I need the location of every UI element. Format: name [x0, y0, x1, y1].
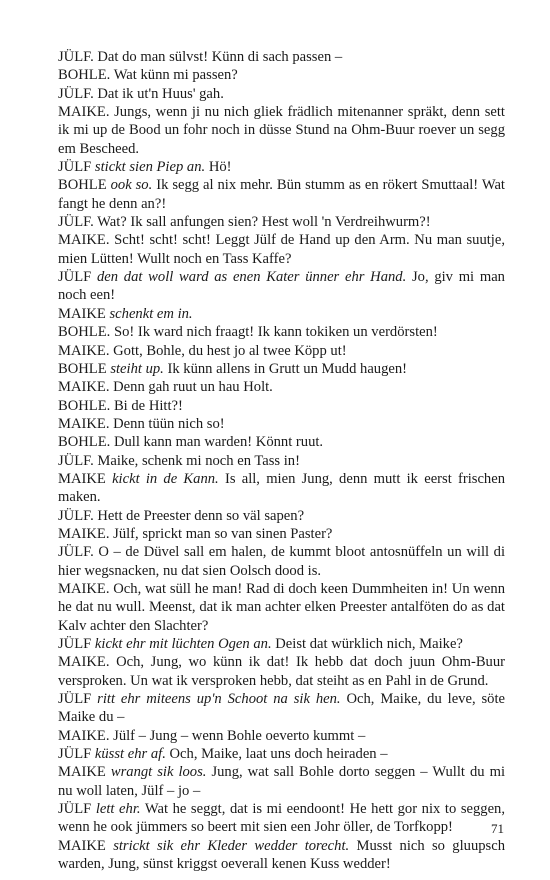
line-text: Och, wat süll he man! Rad di doch keen Dummheiten in! Un wenn he dat nu wull. Meenst, dat ik man achter elken Preester antalföten do as dat Kalv achter den Slachter? — [58, 580, 505, 634]
speaker: BOHLE. — [58, 67, 111, 84]
speaker: JÜLF. — [58, 452, 94, 469]
dialogue-line — [58, 525, 505, 543]
dialogue-line — [58, 433, 505, 451]
dialogue-line — [58, 543, 505, 580]
speaker: MAIKE. — [58, 232, 110, 249]
speaker: MAIKE. — [58, 580, 110, 597]
line-text: Denn gah ruut un hau Holt. — [113, 379, 273, 396]
dialogue-line — [58, 470, 505, 507]
line-text: Deist dat würklich nich, Maike? — [275, 636, 463, 652]
speaker: BOHLE — [58, 177, 107, 194]
dialogue-line — [58, 690, 505, 727]
line-text: Jülf – Jung – wenn Bohle oeverto kummt – — [113, 727, 366, 744]
speaker: MAIKE. — [58, 654, 110, 671]
speaker: JÜLF. — [58, 214, 94, 231]
line-text: Wat he seggt, dat is mi eendoont! He hett gor nix to seggen, wenn he ook jümmers so beert mit sien een Johr öller, de Torfkopp! — [58, 801, 505, 836]
speaker: JÜLF — [58, 746, 92, 763]
line-text: Denn tüün nich so! — [113, 415, 225, 432]
speaker: JÜLF — [58, 269, 92, 286]
page-number: 71 — [491, 821, 504, 836]
speaker: MAIKE — [58, 470, 106, 487]
stage-direction: küsst ehr af. — [94, 746, 166, 763]
speaker: MAIKE — [58, 764, 106, 781]
line-text: Och, Jung, wo künn ik dat! Ik hebb dat doch juun Ohm-Buur versproken. Un wat ik versproken hebb, dat steiht as en Pahl in de Grund. — [58, 654, 506, 689]
speaker: BOHLE. — [58, 397, 111, 414]
dialogue-line — [58, 800, 505, 837]
stage-direction: den dat woll ward as enen Kater ünner ehr Hand. — [96, 269, 407, 286]
speaker: JÜLF. — [58, 507, 94, 524]
speaker: JÜLF. — [58, 49, 94, 65]
dialogue-line — [58, 360, 505, 378]
line-text: Dat ik ut'n Huus' gah. — [97, 85, 224, 102]
stage-direction: strickt sik ehr Kleder wedder torecht. — [113, 837, 350, 854]
stage-direction: kickt ehr mit lüchten Ogen an. — [94, 636, 272, 652]
dialogue-line — [58, 452, 505, 470]
line-text: Dat do man sülvst! Künn di sach passen – — [97, 49, 343, 65]
line-text: Bi de Hitt?! — [113, 397, 183, 414]
speaker: MAIKE. — [58, 727, 110, 744]
speaker: MAIKE. — [58, 525, 110, 542]
dialogue-line — [58, 323, 505, 341]
line-text: Och, Maike, laat uns doch heiraden – — [169, 746, 388, 763]
speaker: BOHLE. — [58, 434, 111, 451]
line-text: Musst nich so gluupsch warden, Jung, sünst kriggst oeverall kenen Kuss wedder! — [58, 837, 505, 873]
speaker: MAIKE. — [58, 104, 110, 121]
speaker: JÜLF — [58, 159, 92, 176]
dialogue-line — [58, 507, 505, 525]
dialogue-line — [58, 213, 505, 231]
line-text: Is all, mien Jung, denn mutt ik eerst frischen maken. — [58, 470, 505, 506]
dialogue-line — [58, 103, 505, 158]
line-text: Wat künn mi passen? — [113, 67, 238, 84]
line-text: Hö! — [208, 159, 232, 176]
line-text: Jo, giv mi man noch een! — [58, 269, 505, 304]
dialogue-line — [58, 837, 505, 874]
speaker: JÜLF — [58, 636, 92, 652]
dialogue-line — [58, 176, 505, 213]
line-text: Jungs, wenn ji nu nich gliek frädlich mitenanner spräkt, denn sett ik mi up de Bood un fohr noch in düsse Stund na Ohm-Buur roever un segg em Bescheed. — [58, 104, 505, 157]
dialogue-line — [58, 158, 505, 176]
dialogue-line — [58, 268, 505, 305]
speaker: MAIKE. — [58, 342, 110, 359]
play-text — [58, 48, 505, 873]
stage-direction: stickt sien Piep an. — [94, 159, 206, 176]
dialogue-line — [58, 727, 505, 745]
line-text: Scht! scht! scht! Leggt Jülf de Hand up den Arm. Nu man suutje, mien Lütten! Wullt noch en Tass Kaffe? — [58, 232, 505, 267]
speaker: BOHLE. — [58, 324, 111, 341]
speaker: BOHLE — [58, 360, 107, 377]
stage-direction: kickt in de Kann. — [112, 470, 219, 487]
stage-direction: ook so. — [110, 177, 153, 194]
line-text: Dull kann man warden! Könnt ruut. — [113, 434, 324, 451]
dialogue-line — [58, 66, 505, 84]
speaker: JÜLF — [58, 801, 92, 818]
line-text: Jülf, sprickt man so van sinen Paster? — [113, 525, 333, 542]
stage-direction: schenkt em in. — [109, 305, 193, 322]
stage-direction: steiht up. — [110, 360, 164, 377]
speaker: MAIKE. — [58, 415, 110, 432]
dialogue-line — [58, 305, 505, 323]
line-text: Hett de Preester denn so väl sapen? — [97, 507, 305, 524]
dialogue-line — [58, 397, 505, 415]
dialogue-line — [58, 763, 505, 800]
speaker: JÜLF. — [58, 544, 94, 561]
dialogue-line — [58, 635, 505, 653]
dialogue-line — [58, 415, 505, 433]
dialogue-line — [58, 48, 505, 66]
line-text: Och, Maike, du leve, söte Maike du – — [58, 691, 506, 726]
dialogue-line — [58, 85, 505, 103]
line-text: Wat? Ik sall anfungen sien? Hest woll 'n Verdreihwurm?! — [97, 214, 431, 231]
stage-direction: lett ehr. — [95, 801, 141, 818]
line-text: Gott, Bohle, du hest jo al twee Köpp ut! — [113, 342, 347, 359]
speaker: MAIKE — [58, 305, 106, 322]
stage-direction: ritt ehr miteens up'n Schoot na sik hen. — [97, 691, 341, 708]
dialogue-line — [58, 745, 505, 763]
dialogue-line — [58, 653, 505, 690]
dialogue-line — [58, 378, 505, 396]
line-text: Ik künn allens in Grutt un Mudd haugen! — [167, 360, 408, 377]
speaker: MAIKE. — [58, 379, 110, 396]
stage-direction: wrangt sik loos. — [110, 764, 207, 781]
dialogue-line — [58, 231, 505, 268]
line-text: Jung, wat sall Bohle dorto seggen – Wullt du mi nu woll laten, Jülf – jo – — [58, 764, 505, 799]
line-text: So! Ik ward nich fraagt! Ik kann tokiken un verdörsten! — [113, 324, 438, 341]
line-text: O – de Düvel sall em halen, de kummt bloot antosnüffeln un will di hier wegsnacken, nu dat sien Oolsch dood is. — [58, 544, 505, 579]
speaker: JÜLF. — [58, 85, 94, 102]
line-text: Ik segg al nix mehr. Bün stumm as en rökert Smuttaal! Wat fangt he denn an?! — [58, 177, 505, 212]
line-text: Maike, schenk mi noch en Tass in! — [97, 452, 300, 469]
dialogue-line — [58, 342, 505, 360]
speaker: MAIKE — [58, 837, 106, 854]
dialogue-line — [58, 580, 505, 635]
speaker: JÜLF — [58, 691, 92, 708]
